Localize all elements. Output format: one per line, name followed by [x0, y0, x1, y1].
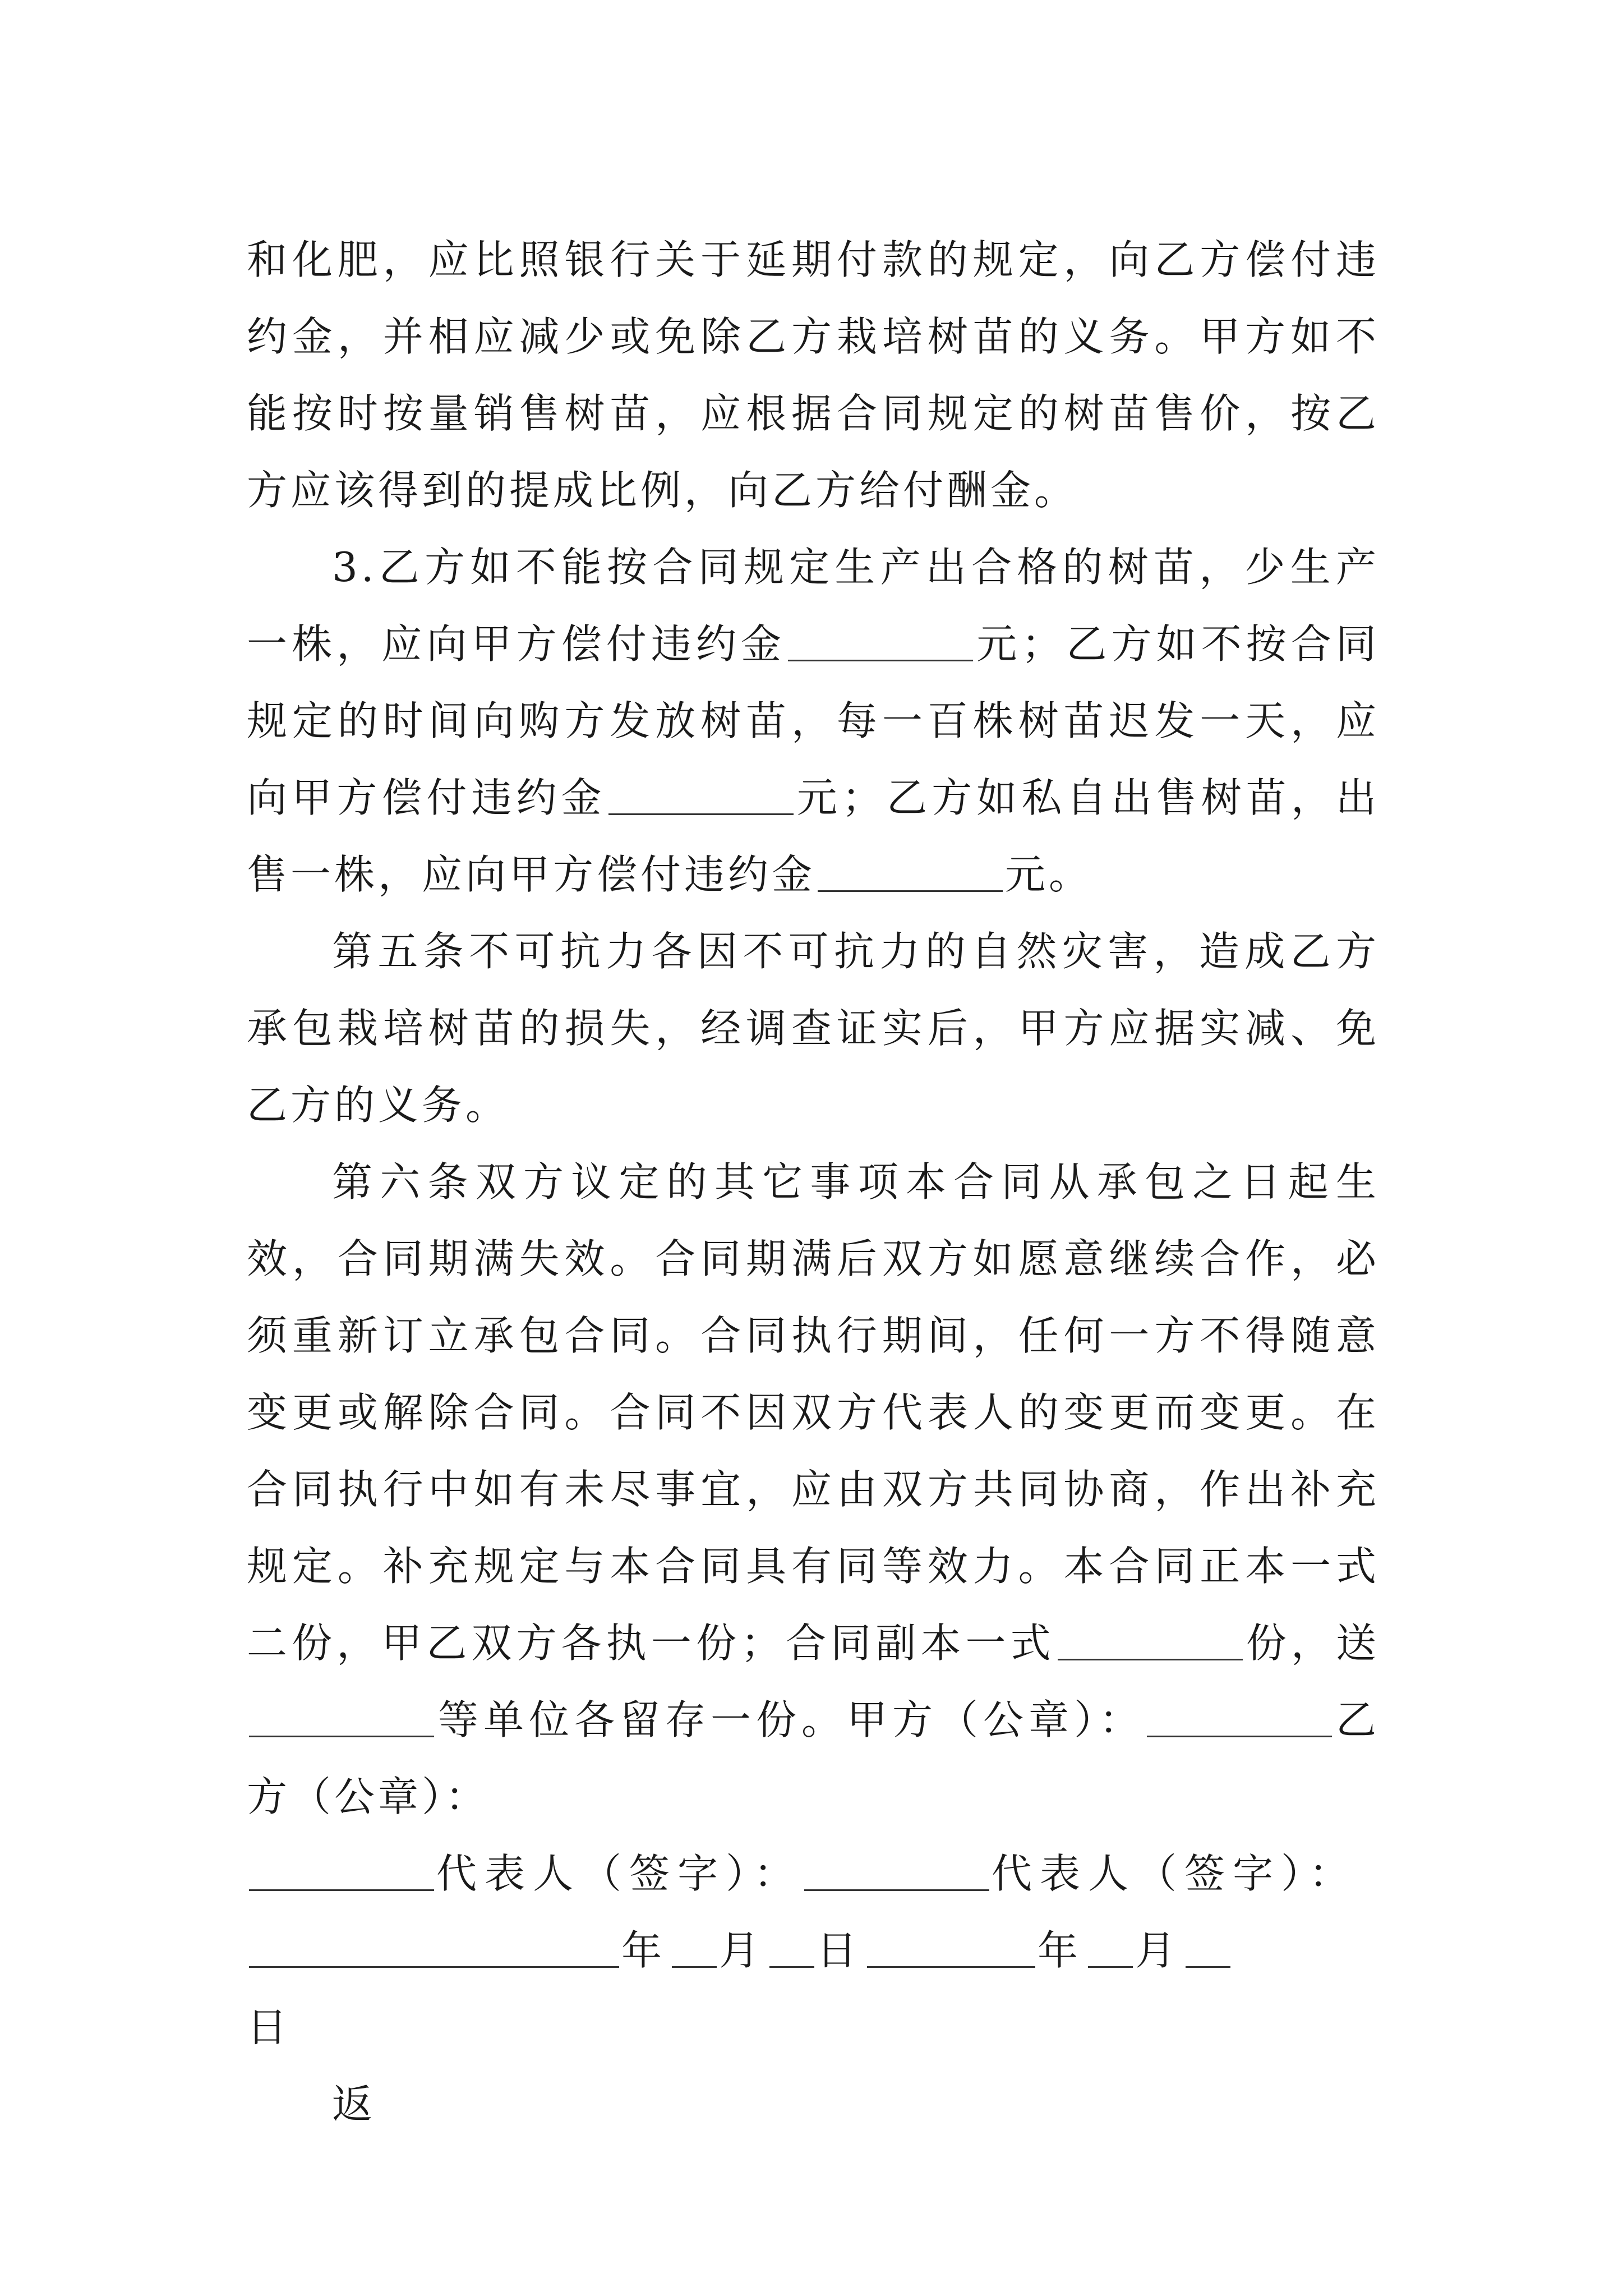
paragraph-other-terms	[247, 1144, 1380, 1835]
fill-in-blank[interactable]	[818, 857, 1003, 892]
paragraph-penalty-party-b	[247, 529, 1380, 913]
rep-a-label: 代表人（签字）：	[436, 1850, 803, 1897]
year-label: 年	[1038, 1927, 1086, 1974]
fill-in-blank[interactable]	[249, 1702, 434, 1737]
paragraph-text: 和化肥，应比照银行关于延期付款的规定，向乙方偿付违约金，并相应减少或免除乙方栽培树苗的义务。甲方如不能按时按量销售树苗，应根据合同规定的树苗售价，按乙方应该得到的提成比例，向乙方给付酬金。	[247, 236, 1380, 514]
paragraph-text: 第六条双方议定的其它事项本合同从承包之日起生效，合同期满失效。合同期满后双方如愿意继续合作，必须重新订立承包合同。合同执行期间，任何一方不得随意变更或解除合同。合同不因双方代表人的变更而变更。在合同执行中如有未尽事宜，应由双方共同协商，作出补充规定。补充规定与本合同具有同等效力。本合同正本一式二份，甲乙双方各执一份；合同副本一式	[247, 1158, 1380, 1667]
paragraph-text: 3.乙方如不能按合同规定生产出合格的树苗，少生产一株，应向甲方偿付违约金	[247, 544, 1380, 668]
signature-line	[247, 1835, 1380, 1912]
paragraph-text: 份，送	[1244, 1619, 1380, 1667]
paragraph-penalty-party-a	[247, 222, 1380, 529]
fill-in-blank[interactable]	[1058, 1625, 1243, 1660]
paragraph-text: 元；乙方如私自出售树苗，出售一株，应向甲方偿付违约金	[247, 774, 1380, 898]
month-label: 月	[719, 1927, 768, 1974]
paragraph-force-majeure	[247, 913, 1380, 1144]
day-label: 日	[817, 1927, 865, 1974]
paragraph-text: 元。	[1005, 851, 1093, 898]
month-label: 月	[1135, 1927, 1184, 1974]
fill-in-blank[interactable]	[1147, 1702, 1332, 1737]
paragraph-text: 第五条不可抗力各因不可抗力的自然灾害，造成乙方承包栽培树苗的损失，经调查证实后，甲方应据实减、免乙方的义务。	[247, 928, 1380, 1129]
fill-in-blank[interactable]	[804, 1856, 989, 1891]
document-body	[247, 222, 1380, 2143]
rep-b-label: 代表人（签字）：	[992, 1850, 1358, 1897]
fill-in-blank[interactable]	[249, 1932, 619, 1968]
fill-in-blank[interactable]	[867, 1932, 1035, 1968]
fill-in-blank[interactable]	[1186, 1932, 1230, 1968]
fill-in-blank[interactable]	[672, 1932, 717, 1968]
date-day-line	[247, 1989, 1380, 2066]
fill-in-blank[interactable]	[608, 780, 794, 815]
fill-in-blank[interactable]	[788, 626, 973, 661]
paragraph-text: 等单位各留存一份。甲方（公章）：	[436, 1696, 1145, 1743]
party-b-seal-label: 乙方（公章）：	[247, 1696, 1380, 1820]
fill-in-blank[interactable]	[249, 1856, 434, 1891]
date-line	[247, 1912, 1380, 1989]
day-label: 日	[247, 2004, 291, 2051]
return-text: 返	[332, 2081, 376, 2128]
paragraph-text: 元；乙方如不按合同规定的时间向购方发放树苗，每一百株树苗迟发一天，应向甲方偿付违约金	[247, 620, 1380, 821]
year-label: 年	[621, 1927, 670, 1974]
fill-in-blank[interactable]	[1088, 1932, 1133, 1968]
return-line	[247, 2066, 1380, 2143]
fill-in-blank[interactable]	[769, 1932, 814, 1968]
